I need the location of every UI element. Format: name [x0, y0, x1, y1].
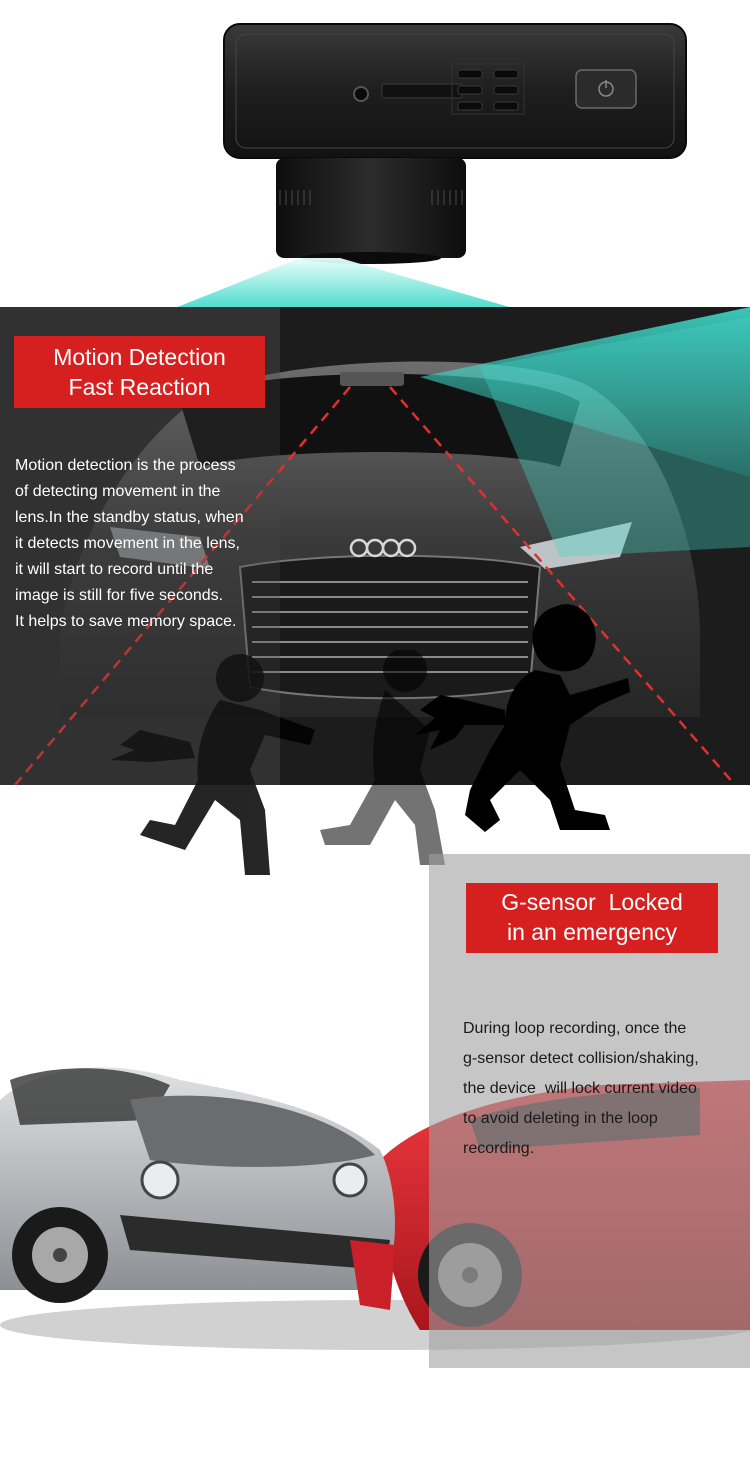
gsensor-heading	[466, 883, 718, 953]
gsensor-description	[463, 1014, 748, 1164]
motion-heading-line-1: Motion Detection	[53, 344, 226, 370]
motion-desc-line-1: Motion detection is the process	[15, 457, 236, 474]
motion-heading-line-2: Fast Reaction	[68, 374, 211, 400]
motion-desc-line-3: lens.In the standby status, when	[15, 509, 244, 526]
running-child-silhouette-right	[410, 600, 640, 840]
motion-detection-heading	[14, 336, 265, 408]
motion-desc-line-5: it will start to record until the	[15, 561, 214, 578]
gsensor-desc-line-2: g-sensor detect collision/shaking,	[463, 1050, 699, 1067]
gsensor-desc-line-4: to avoid deleting in the loop	[463, 1110, 658, 1127]
motion-desc-line-6: image is still for five seconds.	[15, 587, 224, 604]
gsensor-heading-line-1: G-sensor Locked	[501, 889, 683, 915]
motion-detection-description	[15, 453, 277, 635]
dashcam-device	[222, 20, 688, 270]
gsensor-desc-line-5: recording.	[463, 1140, 535, 1157]
gsensor-desc-line-3: the device will lock current video	[463, 1080, 697, 1097]
motion-desc-line-4: it detects movement in the lens,	[15, 535, 240, 552]
audi-rings-logo	[348, 537, 420, 559]
gsensor-desc-line-1: During loop recording, once the	[463, 1020, 687, 1037]
motion-desc-line-7: It helps to save memory space.	[15, 613, 237, 630]
gsensor-heading-line-2: in an emergency	[506, 919, 678, 945]
scan-beam-top	[0, 250, 750, 310]
motion-desc-line-2: of detecting movement in the	[15, 483, 221, 500]
